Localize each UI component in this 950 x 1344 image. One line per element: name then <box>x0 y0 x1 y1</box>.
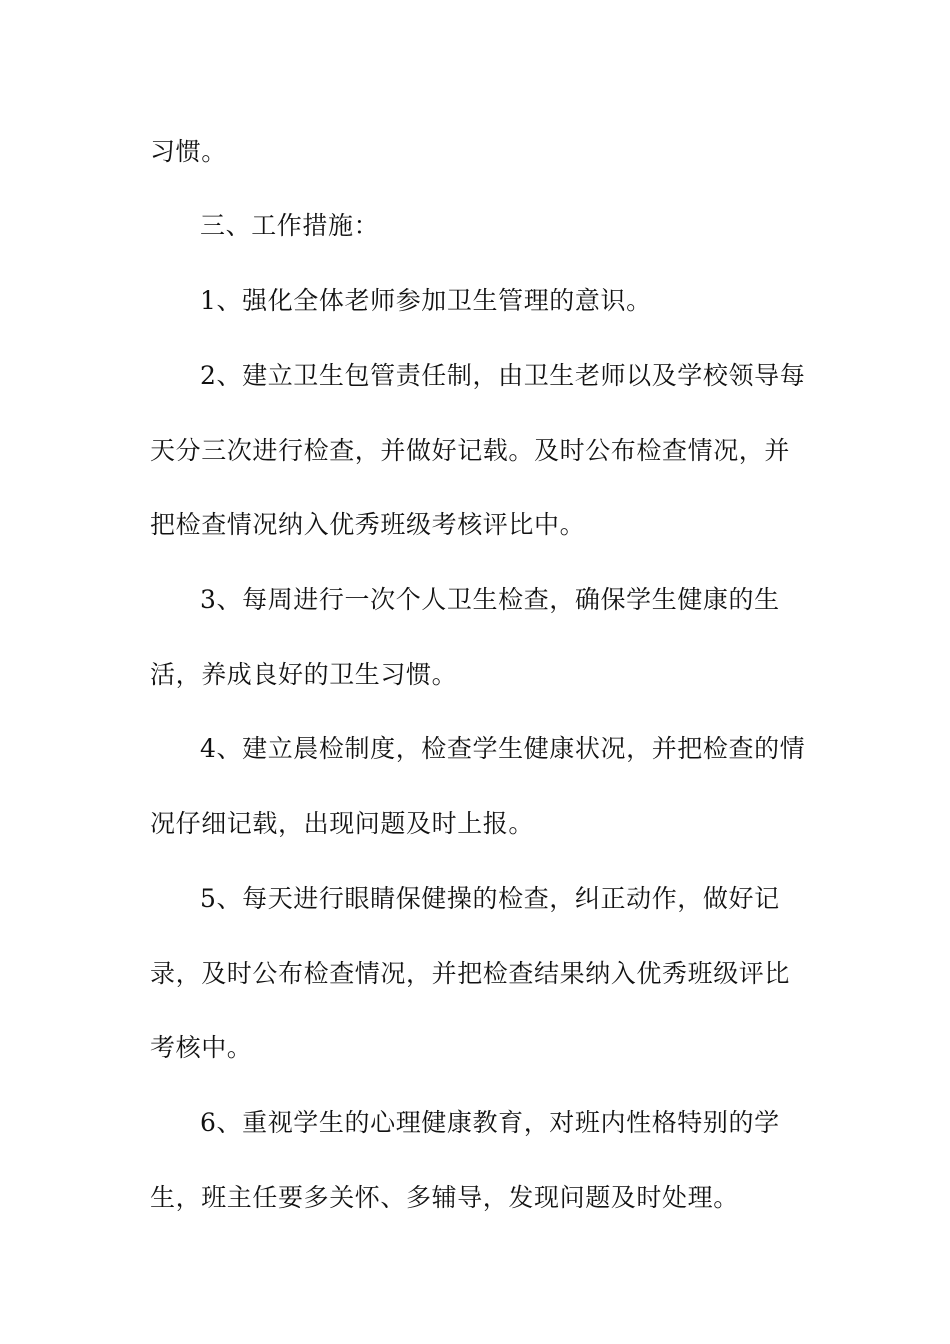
text-line-continuation: 习惯。 <box>150 137 227 166</box>
measure-2-line-1: 2、建立卫生包管责任制，由卫生老师以及学校领导每 <box>200 361 806 390</box>
measure-3-line-1: 3、每周进行一次个人卫生检查，确保学生健康的生 <box>200 585 780 614</box>
measure-4-line-2: 况仔细记载，出现问题及时上报。 <box>150 809 535 838</box>
measure-2-line-3: 把检查情况纳入优秀班级考核评比中。 <box>150 510 586 539</box>
measure-6-line-2: 生，班主任要多关怀、多辅导，发现问题及时处理。 <box>150 1183 739 1212</box>
measure-2-line-2: 天分三次进行检查，并做好记载。及时公布检查情况，并 <box>150 436 791 465</box>
section-heading-measures: 三、工作措施： <box>200 211 380 240</box>
measure-5-line-2: 录，及时公布检查情况，并把检查结果纳入优秀班级评比 <box>150 959 791 988</box>
measure-4-line-1: 4、建立晨检制度，检查学生健康状况，并把检查的情 <box>200 734 806 763</box>
measure-3-line-2: 活，养成良好的卫生习惯。 <box>150 660 458 689</box>
measure-5-line-1: 5、每天进行眼睛保健操的检查，纠正动作，做好记 <box>200 884 780 913</box>
measure-5-line-3: 考核中。 <box>150 1033 253 1062</box>
measure-6-line-1: 6、重视学生的心理健康教育，对班内性格特别的学 <box>200 1108 780 1137</box>
measure-1: 1、强化全体老师参加卫生管理的意识。 <box>200 286 652 315</box>
